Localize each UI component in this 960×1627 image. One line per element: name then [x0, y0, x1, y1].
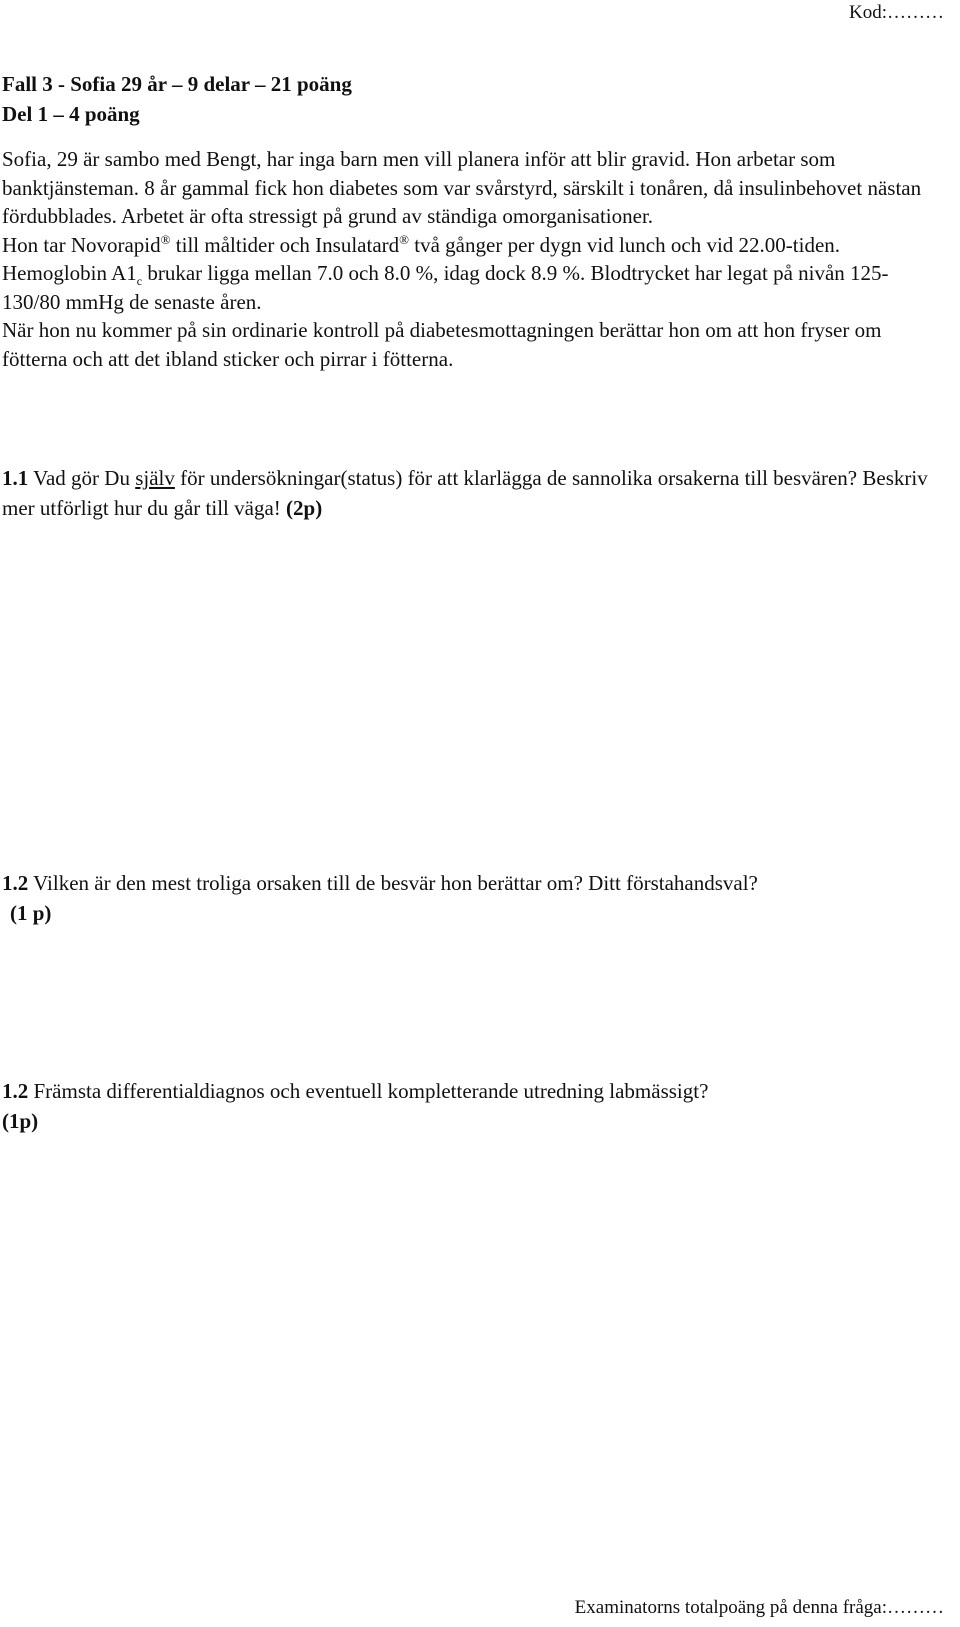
question-1-2-differential — [2, 1076, 932, 1136]
registered-mark: ® — [160, 231, 171, 247]
question-text: Vilken är den mest troliga orsaken till de besvär hon berättar om? Ditt förstahandsval? — [28, 871, 758, 895]
question-number: 1.2 — [2, 1079, 29, 1103]
question-points: (2p) — [286, 496, 323, 520]
case-paragraph-background: Sofia, 29 är sambo med Bengt, har inga barn men vill planera inför att blir gravid. Hon arbetar som banktjänsteman. 8 år gammal fick hon diabetes som var svårstyrd, särskilt i tonåren, då insulinbehovet nästan fördubblades. Arbetet är ofta stressigt på grund av ständiga omorganisationer. — [2, 147, 922, 228]
question-emphasis: själv — [135, 466, 175, 490]
medication-text-3: två gånger per dygn vid lunch och vid 22.00-tiden. Hemoglobin A1 — [2, 232, 841, 285]
question-text: Vad gör Du — [28, 466, 136, 490]
question-text: Främsta differentialdiagnos och eventuell kompletterande utredning labmässigt? — [28, 1079, 709, 1103]
case-paragraph-symptoms: När hon nu kommer på sin ordinarie kontroll på diabetesmottagningen berättar hon om att hon fryser om fötterna och att det ibland sticker och pirrar i fötterna. — [2, 318, 882, 371]
question-points: (1p) — [2, 1109, 39, 1133]
registered-mark: ® — [399, 231, 410, 247]
case-description — [2, 145, 942, 373]
question-1-1 — [2, 463, 932, 523]
part-title: Del 1 – 4 poäng — [2, 102, 140, 126]
code-field-label: Kod:……… — [849, 2, 944, 23]
medication-text-2: till måltider och Insulatard — [170, 232, 400, 257]
examiner-total-label: Examinatorns totalpoäng på denna fråga:……… — [574, 1597, 944, 1618]
medication-text-1: Hon tar Novorapid — [2, 232, 161, 257]
subscript-c: c — [136, 274, 143, 289]
medication-text-4: brukar ligga mellan 7.0 och 8.0 %, idag dock 8.9 %. Blodtrycket har legat på nivån 125-130/80 mmHg de senaste åren. — [2, 261, 889, 314]
case-title: Fall 3 - Sofia 29 år – 9 delar – 21 poäng — [2, 72, 352, 96]
case-paragraph-medication — [2, 231, 942, 317]
question-number: 1.2 — [2, 871, 29, 895]
question-number: 1.1 — [2, 466, 29, 490]
question-text-cont: för undersökningar(status) för att klarlägga de sannolika orsakerna till besvären? Beskriv mer utförligt hur du går till väga! — [2, 466, 928, 520]
question-points: (1 p) — [10, 901, 52, 925]
question-1-2 — [2, 868, 932, 928]
